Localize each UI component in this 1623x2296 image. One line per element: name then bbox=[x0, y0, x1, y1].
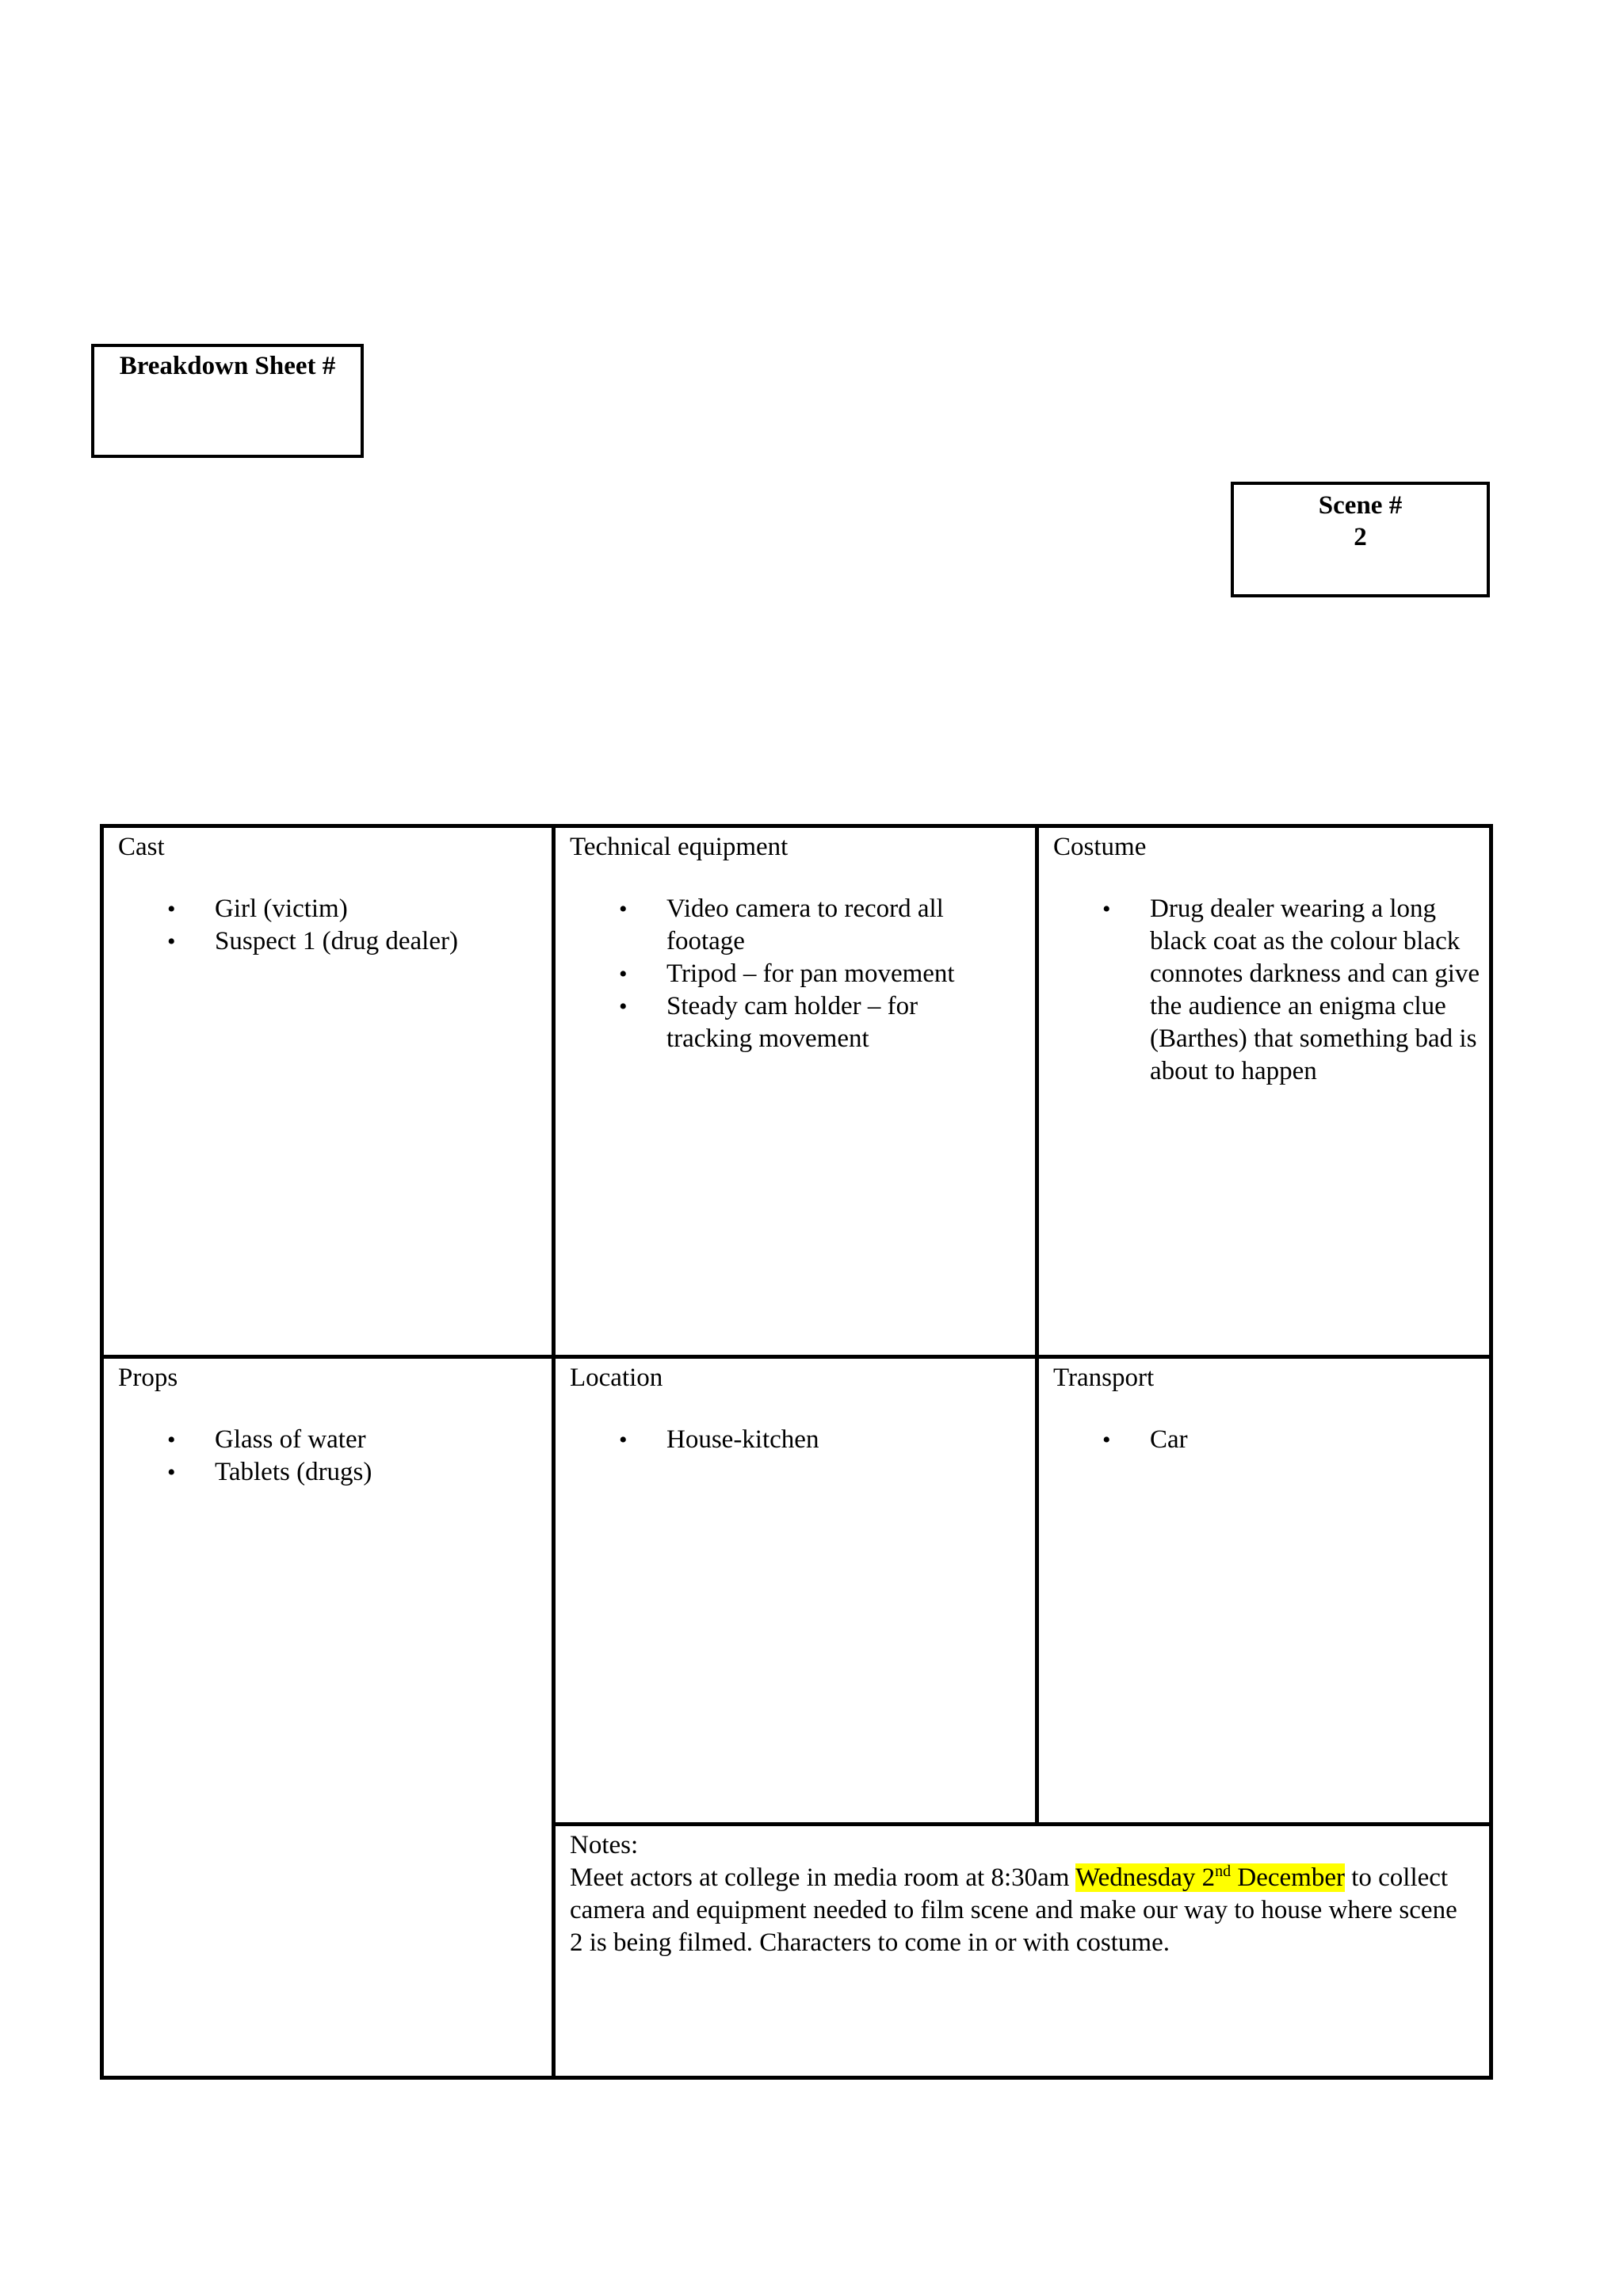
bullet-icon: • bbox=[1102, 1427, 1111, 1453]
table-border-right bbox=[1489, 824, 1493, 2080]
technical-equipment-cell bbox=[556, 828, 1035, 1355]
bullet-icon: • bbox=[167, 1427, 176, 1453]
scene-box bbox=[1231, 482, 1490, 597]
location-list bbox=[619, 1424, 999, 1456]
list-item: • Tablets (drugs) bbox=[215, 1456, 540, 1489]
costume-cell bbox=[1039, 828, 1489, 1355]
location-title: Location bbox=[570, 1363, 663, 1392]
breakdown-sheet-label: Breakdown Sheet # bbox=[119, 352, 336, 380]
transport-title: Transport bbox=[1053, 1363, 1155, 1392]
bullet-icon: • bbox=[1102, 896, 1111, 922]
transport-cell bbox=[1039, 1359, 1489, 1822]
bullet-icon: • bbox=[619, 961, 628, 987]
list-item: • House-kitchen bbox=[666, 1424, 999, 1456]
props-list bbox=[167, 1424, 540, 1489]
notes-cell bbox=[556, 1826, 1489, 2076]
transport-list bbox=[1102, 1424, 1467, 1456]
bullet-icon: • bbox=[619, 896, 628, 922]
props-title: Props bbox=[118, 1363, 178, 1392]
list-item: • Suspect 1 (drug dealer) bbox=[215, 925, 540, 958]
list-item: • Drug dealer wearing a long black coat as the colour black connotes darkness and can give the audience an enigma clue (Barthes) that something bad is about to happen bbox=[1102, 894, 1480, 1085]
list-item: • Glass of water bbox=[215, 1424, 540, 1456]
bullet-icon: • bbox=[619, 1427, 628, 1453]
bullet-icon: • bbox=[619, 994, 628, 1020]
notes-content bbox=[570, 1829, 1473, 1959]
cast-title: Cast bbox=[118, 833, 165, 861]
breakdown-sheet-box bbox=[91, 344, 364, 458]
list-item: • Tripod – for pan movement bbox=[666, 958, 999, 990]
cast-cell bbox=[104, 828, 552, 1355]
notes-title: Notes: bbox=[570, 1831, 639, 1859]
location-cell bbox=[556, 1359, 1035, 1822]
props-cell bbox=[104, 1359, 552, 2076]
notes-text: Meet actors at college in media room at 8:30am Wednesday 2nd December to collect camera and equipment needed to film scene and make our way to house where scene 2 is being filmed. Characters to come in or with costume. bbox=[570, 1863, 1457, 1957]
list-item: • Video camera to record all footage bbox=[619, 894, 944, 955]
cast-list bbox=[167, 893, 540, 958]
scene-value: 2 bbox=[1354, 523, 1367, 551]
technical-equipment-title: Technical equipment bbox=[570, 833, 789, 861]
list-item: • Girl (victim) bbox=[215, 893, 540, 925]
costume-title: Costume bbox=[1053, 833, 1147, 861]
scene-label: Scene # bbox=[1318, 491, 1403, 520]
bullet-icon: • bbox=[167, 896, 176, 922]
list-item: • Car bbox=[1150, 1424, 1467, 1456]
bullet-icon: • bbox=[167, 1459, 176, 1486]
bullet-icon: • bbox=[167, 929, 176, 955]
costume-list bbox=[1102, 893, 1487, 1088]
notes-highlight: Wednesday 2nd December bbox=[1075, 1863, 1345, 1892]
list-item: • Steady cam holder – for tracking movement bbox=[619, 992, 918, 1053]
table-border-bottom bbox=[100, 2076, 1493, 2080]
technical-equipment-list bbox=[619, 893, 999, 1055]
